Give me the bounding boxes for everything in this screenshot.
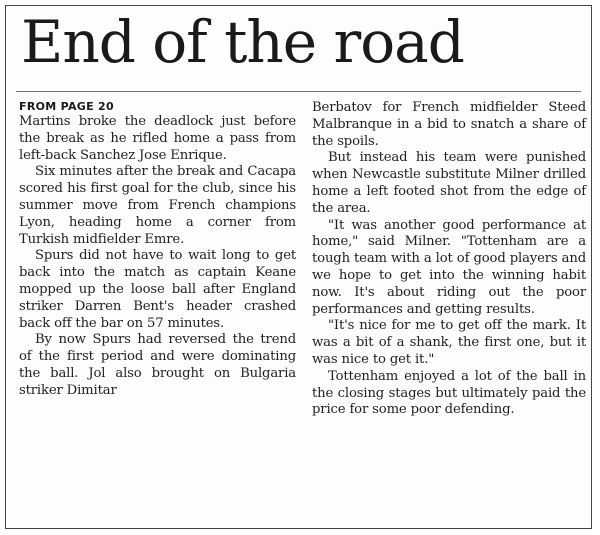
paragraph: By now Spurs had reversed the trend of the first period and were dominating the ball. Jol also brought on Bulgaria striker Dimitar — [19, 332, 296, 398]
headline-rule — [16, 91, 581, 92]
article-column-left — [19, 100, 296, 400]
paragraph: "It's nice for me to get off the mark. It was a bit of a shank, the first one, but it was nice to get it." — [312, 318, 586, 367]
paragraph: Six minutes after the break and Cacapa scored his first goal for the club, since his summer move from French champions Lyon, heading home a corner from Turkish midfielder Emre. — [19, 164, 296, 247]
headline: End of the road — [21, 8, 464, 76]
article-column-right — [312, 100, 586, 419]
newspaper-clipping — [5, 5, 592, 529]
paragraph: Martins broke the deadlock just before the break as he rifled home a pass from left-back Sanchez Jose Enrique. — [19, 114, 296, 163]
paragraph: Berbatov for French midfielder Steed Malbranque in a bid to snatch a share of the spoils. — [312, 100, 586, 149]
paragraph: Spurs did not have to wait long to get back into the match as captain Keane mopped up the loose ball after England striker Darren Bent's header crashed back off the bar on 57 minutes. — [19, 248, 296, 331]
paragraph: But instead his team were punished when Newcastle substitute Milner drilled home a left footed shot from the edge of the area. — [312, 150, 586, 216]
continuation-kicker: FROM PAGE 20 — [19, 100, 114, 113]
paragraph: "It was another good performance at home," said Milner. "Tottenham are a tough team with a lot of good players and we hope to get into the winning habit now. It's about riding out the poor performances and getting results. — [312, 217, 586, 317]
paragraph: Tottenham enjoyed a lot of the ball in the closing stages but ultimately paid the price for some poor defending. — [312, 368, 586, 418]
